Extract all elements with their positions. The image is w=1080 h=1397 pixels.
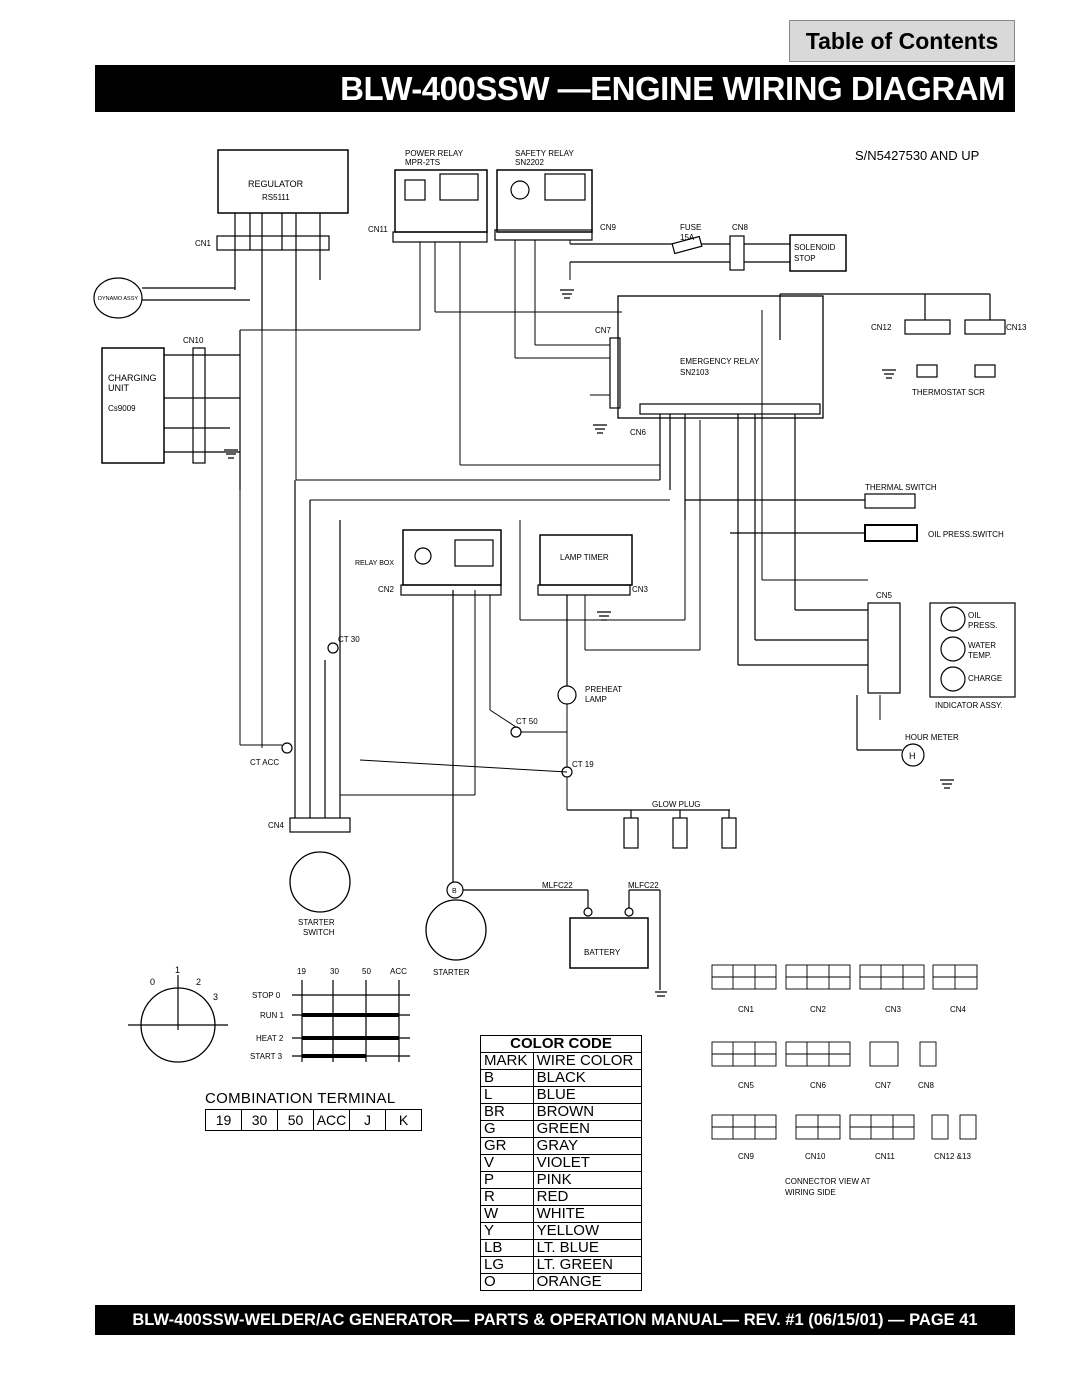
- svg-text:CN2: CN2: [378, 585, 395, 594]
- key-switch-diagram: [128, 965, 228, 1062]
- table-row: [481, 1087, 642, 1104]
- table-row: [481, 1121, 642, 1138]
- svg-text:GLOW PLUG: GLOW PLUG: [652, 800, 701, 809]
- svg-text:CN12: CN12: [871, 323, 892, 332]
- mark: R: [481, 1189, 534, 1206]
- wire-color: GREEN: [533, 1121, 641, 1138]
- battery: [463, 881, 660, 990]
- mark: GR: [481, 1138, 534, 1155]
- svg-text:CHARGE: CHARGE: [968, 674, 1003, 683]
- wire-color: YELLOW: [533, 1223, 641, 1240]
- color-code-header-color: WIRE COLOR: [533, 1053, 641, 1070]
- starter-switch: [268, 480, 350, 937]
- svg-text:HEAT 2: HEAT 2: [256, 1034, 284, 1043]
- table-row: [481, 1274, 642, 1291]
- table-row: [481, 1070, 642, 1087]
- wire-color: VIOLET: [533, 1155, 641, 1172]
- page-footer: BLW-400SSW-WELDER/AC GENERATOR— PARTS & OPERATION MANUAL— REV. #1 (06/15/01) — PAGE 41: [95, 1305, 1015, 1335]
- wire-color: BLACK: [533, 1070, 641, 1087]
- svg-text:CN11: CN11: [875, 1152, 895, 1161]
- svg-text:LAMP: LAMP: [585, 695, 607, 704]
- mark: B: [481, 1070, 534, 1087]
- svg-text:BATTERY: BATTERY: [584, 948, 621, 957]
- svg-text:EMERGENCY RELAY: EMERGENCY RELAY: [680, 357, 760, 366]
- glow-plugs: [567, 800, 736, 848]
- wire-color: PINK: [533, 1172, 641, 1189]
- combination-terminal-label: COMBINATION TERMINAL: [205, 1090, 396, 1107]
- oil-press-switch: [730, 525, 1004, 541]
- terminal-cell: 50: [278, 1110, 314, 1131]
- connector-view-grid: [712, 965, 977, 1197]
- svg-text:MLFC22: MLFC22: [542, 881, 573, 890]
- svg-text:CN7: CN7: [875, 1081, 892, 1090]
- svg-text:3: 3: [213, 992, 219, 1002]
- mark: P: [481, 1172, 534, 1189]
- wire-color: WHITE: [533, 1206, 641, 1223]
- svg-text:SOLENOID: SOLENOID: [794, 243, 836, 252]
- svg-text:CN9: CN9: [600, 223, 617, 232]
- svg-text:CN4: CN4: [268, 821, 285, 830]
- color-code-title: COLOR CODE: [481, 1036, 642, 1053]
- switch-connection-chart: [250, 967, 410, 1062]
- starter-motor: [426, 590, 486, 977]
- svg-text:WATER: WATER: [968, 641, 996, 650]
- svg-text:50: 50: [362, 967, 371, 976]
- lamp-timer: [538, 535, 649, 595]
- thermostat-scr: [780, 294, 1027, 397]
- charging-unit: [102, 330, 240, 490]
- relay-box: [355, 530, 501, 595]
- table-row: [481, 1189, 642, 1206]
- svg-text:SN2202: SN2202: [515, 158, 544, 167]
- svg-text:CN3: CN3: [885, 1005, 902, 1014]
- svg-text:THERMAL SWITCH: THERMAL SWITCH: [865, 483, 937, 492]
- svg-text:HOUR METER: HOUR METER: [905, 733, 959, 742]
- svg-text:CONNECTOR VIEW AT: CONNECTOR VIEW AT: [785, 1177, 871, 1186]
- svg-text:1: 1: [175, 965, 181, 975]
- ct-terminals: [250, 635, 594, 777]
- terminal-cell: 19: [206, 1110, 242, 1131]
- svg-text:RS5111: RS5111: [262, 193, 290, 202]
- svg-text:SN2103: SN2103: [680, 368, 709, 377]
- svg-text:CN9: CN9: [738, 1152, 755, 1161]
- connector-cn5: [738, 591, 900, 693]
- mark: O: [481, 1274, 534, 1291]
- svg-text:CN6: CN6: [630, 428, 647, 437]
- table-row: [481, 1206, 642, 1223]
- wire-color: LT. GREEN: [533, 1257, 641, 1274]
- svg-text:RELAY BOX: RELAY BOX: [355, 560, 395, 567]
- mark: W: [481, 1206, 534, 1223]
- svg-text:FUSE: FUSE: [680, 223, 702, 232]
- svg-text:MLFC22: MLFC22: [628, 881, 659, 890]
- combination-terminal: [205, 1090, 422, 1131]
- regulator: [218, 150, 348, 213]
- svg-text:PREHEAT: PREHEAT: [585, 685, 623, 694]
- svg-text:CN8: CN8: [732, 223, 749, 232]
- table-row: [481, 1172, 642, 1189]
- mark: G: [481, 1121, 534, 1138]
- svg-text:UNIT: UNIT: [108, 383, 129, 393]
- svg-text:STARTER: STARTER: [298, 918, 335, 927]
- wire-color: ORANGE: [533, 1274, 641, 1291]
- svg-text:CN11: CN11: [368, 225, 388, 234]
- svg-text:SWITCH: SWITCH: [303, 928, 335, 937]
- wire-color: LT. BLUE: [533, 1240, 641, 1257]
- terminal-cell: ACC: [314, 1110, 350, 1131]
- svg-text:CN6: CN6: [810, 1081, 827, 1090]
- svg-text:WIRING SIDE: WIRING SIDE: [785, 1188, 836, 1197]
- connector-cn1: [195, 213, 329, 330]
- mark: L: [481, 1087, 534, 1104]
- fuse: [570, 223, 730, 253]
- page-title: BLW-400SSW —ENGINE WIRING DIAGRAM: [95, 65, 1015, 112]
- svg-text:CT 50: CT 50: [516, 717, 538, 726]
- table-row: [481, 1138, 642, 1155]
- terminal-cell: K: [386, 1110, 422, 1131]
- mark: Y: [481, 1223, 534, 1240]
- svg-text:CN5: CN5: [876, 591, 893, 600]
- table-row: [481, 1104, 642, 1121]
- svg-text:CN4: CN4: [950, 1005, 967, 1014]
- svg-text:OIL: OIL: [968, 611, 981, 620]
- indicator-assy: [930, 603, 1015, 710]
- mark: LG: [481, 1257, 534, 1274]
- svg-text:15A: 15A: [680, 233, 695, 242]
- svg-text:CN12 &13: CN12 &13: [934, 1152, 971, 1161]
- mark: BR: [481, 1104, 534, 1121]
- svg-text:CN13: CN13: [1006, 323, 1027, 332]
- table-row: [481, 1223, 642, 1240]
- combination-terminal-table: [205, 1109, 422, 1131]
- power-relay: [368, 149, 487, 242]
- dynamo-assy: [94, 278, 250, 318]
- safety-relay: [495, 149, 617, 240]
- svg-text:0: 0: [150, 977, 156, 987]
- svg-text:CN10: CN10: [183, 336, 204, 345]
- mark: V: [481, 1155, 534, 1172]
- svg-text:START 3: START 3: [250, 1052, 283, 1061]
- wire-color: GRAY: [533, 1138, 641, 1155]
- solenoid-stop: [790, 235, 846, 271]
- terminal-cell: 30: [242, 1110, 278, 1131]
- table-row: [481, 1257, 642, 1274]
- wire-color: BLUE: [533, 1087, 641, 1104]
- color-code-header-mark: MARK: [481, 1053, 534, 1070]
- svg-text:TEMP.: TEMP.: [968, 651, 992, 660]
- svg-text:DYNAMO ASSY: DYNAMO ASSY: [98, 296, 139, 302]
- svg-text:OIL PRESS.SWITCH: OIL PRESS.SWITCH: [928, 530, 1004, 539]
- svg-text:RUN 1: RUN 1: [260, 1011, 285, 1020]
- svg-text:19: 19: [297, 967, 306, 976]
- svg-text:STOP 0: STOP 0: [252, 991, 281, 1000]
- svg-text:CN10: CN10: [805, 1152, 826, 1161]
- wiring-trunks: [240, 240, 880, 810]
- svg-text:CN7: CN7: [595, 326, 612, 335]
- table-row: [481, 1155, 642, 1172]
- wire-color: RED: [533, 1189, 641, 1206]
- color-code-table: [480, 1035, 642, 1291]
- table-row: [481, 1240, 642, 1257]
- svg-text:THERMOSTAT SCR: THERMOSTAT SCR: [912, 388, 985, 397]
- terminal-cell: J: [350, 1110, 386, 1131]
- svg-text:Cs9009: Cs9009: [108, 404, 136, 413]
- svg-text:30: 30: [330, 967, 339, 976]
- svg-text:CN1: CN1: [738, 1005, 755, 1014]
- svg-text:CT 30: CT 30: [338, 635, 360, 644]
- svg-text:CN8: CN8: [918, 1081, 935, 1090]
- svg-text:REGULATOR: REGULATOR: [248, 179, 304, 189]
- mark: LB: [481, 1240, 534, 1257]
- svg-text:CT 19: CT 19: [572, 760, 594, 769]
- svg-text:SAFETY RELAY: SAFETY RELAY: [515, 149, 574, 158]
- svg-text:CN1: CN1: [195, 239, 212, 248]
- svg-text:H: H: [909, 751, 916, 761]
- svg-text:MPR-2TS: MPR-2TS: [405, 158, 441, 167]
- svg-text:CT ACC: CT ACC: [250, 758, 280, 767]
- svg-text:CN5: CN5: [738, 1081, 755, 1090]
- table-of-contents-button[interactable]: Table of Contents: [789, 20, 1015, 62]
- svg-text:LAMP TIMER: LAMP TIMER: [560, 553, 609, 562]
- svg-text:POWER RELAY: POWER RELAY: [405, 149, 464, 158]
- svg-text:CN3: CN3: [632, 585, 649, 594]
- thermal-switch: [685, 483, 937, 508]
- svg-text:INDICATOR ASSY.: INDICATOR ASSY.: [935, 701, 1003, 710]
- serial-number: S/N5427530 AND UP: [855, 148, 980, 163]
- svg-text:2: 2: [196, 977, 202, 987]
- svg-text:CHARGING: CHARGING: [108, 373, 157, 383]
- svg-text:STARTER: STARTER: [433, 968, 470, 977]
- wire-color: BROWN: [533, 1104, 641, 1121]
- svg-text:STOP: STOP: [794, 254, 816, 263]
- svg-text:CN2: CN2: [810, 1005, 827, 1014]
- svg-text:ACC: ACC: [390, 967, 407, 976]
- svg-text:B: B: [452, 888, 457, 895]
- svg-text:PRESS.: PRESS.: [968, 621, 998, 630]
